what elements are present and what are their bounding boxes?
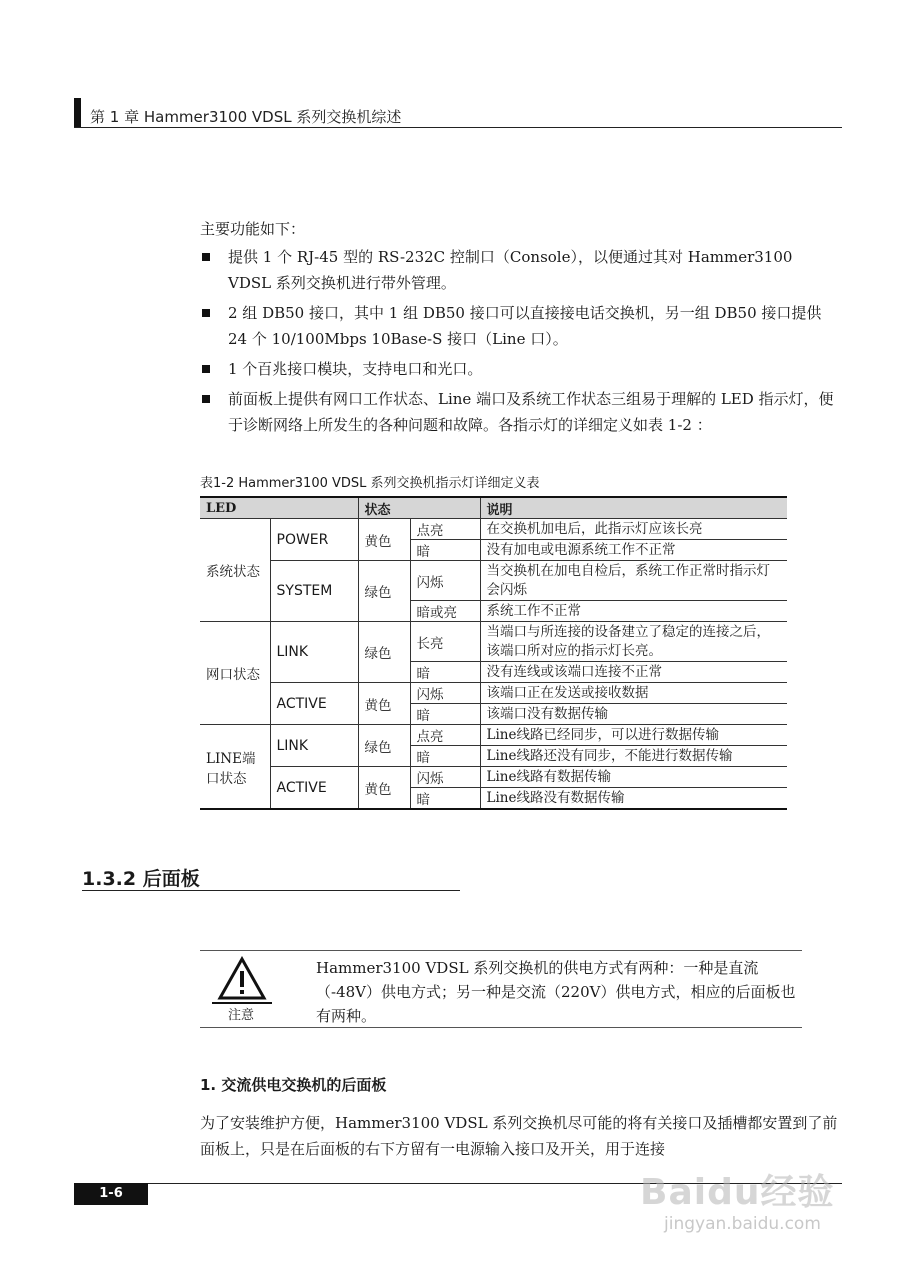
table-row	[200, 767, 787, 788]
desc-cell: 该端口没有数据传输	[480, 704, 787, 725]
desc-cell: 没有连线或该端口连接不正常	[480, 662, 787, 683]
state-cell: 闪烁	[410, 683, 480, 704]
state-cell: 暗	[410, 746, 480, 767]
table-row	[200, 519, 787, 540]
desc-cell: 该端口正在发送或接收数据	[480, 683, 787, 704]
color-line-active: 黄色	[358, 767, 410, 810]
desc-cell: 没有加电或电源系统工作不正常	[480, 540, 787, 561]
signal-net-active: ACTIVE	[270, 683, 358, 725]
color-power: 黄色	[358, 519, 410, 561]
state-cell: 长亮	[410, 622, 480, 662]
table-row	[200, 683, 787, 704]
note-text: Hammer3100 VDSL 系列交换机的供电方式有两种：一种是直流（-48V）供电方式；另一种是交流（220V）供电方式，相应的后面板也有两种。	[316, 959, 796, 1025]
signal-line-link: LINK	[270, 725, 358, 767]
section-title: 1.3.2 后面板	[82, 868, 200, 890]
desc-cell: 系统工作不正常	[480, 601, 787, 622]
bullet-square-icon	[202, 365, 210, 373]
intro-text: 主要功能如下：	[200, 220, 306, 238]
signal-power: POWER	[270, 519, 358, 561]
body-paragraph: 为了安装维护方便，Hammer3100 VDSL 系列交换机尽可能的将有关接口及插槽都安置到了前面板上，只是在后面板的右下方留有一电源输入接口及开关，用于连接	[200, 1114, 838, 1158]
color-system: 绿色	[358, 561, 410, 622]
list-item: 1 个百兆接口模块，支持电口和光口。	[200, 356, 840, 382]
state-cell: 点亮	[410, 725, 480, 746]
state-cell: 闪烁	[410, 561, 480, 601]
desc-cell: Line线路有数据传输	[480, 767, 787, 788]
color-net-active: 黄色	[358, 683, 410, 725]
color-net-link: 绿色	[358, 622, 410, 683]
feature-list	[200, 244, 840, 442]
state-cell: 暗	[410, 788, 480, 810]
section-rule	[82, 890, 460, 891]
group-system: 系统状态	[200, 519, 270, 622]
table-row	[200, 622, 787, 662]
header-led: LED	[200, 497, 358, 519]
subsection-title: 1. 交流供电交换机的后面板	[200, 1076, 387, 1094]
note-top-rule	[200, 950, 802, 951]
list-item: 前面板上提供有网口工作状态、Line 端口及系统工作状态三组易于理解的 LED 指示灯，便于诊断网络上所发生的各种问题和故障。各指示灯的详细定义如表 1-2 ：	[200, 386, 840, 438]
desc-cell: 当交换机在加电自检后，系统工作正常时指示灯会闪烁	[480, 561, 787, 601]
desc-cell: 在交换机加电后，此指示灯应该长亮	[480, 519, 787, 540]
state-cell: 暗	[410, 704, 480, 725]
bullet-square-icon	[202, 395, 210, 403]
state-cell: 暗	[410, 540, 480, 561]
group-network: 网口状态	[200, 622, 270, 725]
table-row	[200, 725, 787, 746]
header-bar	[74, 98, 81, 128]
color-line-link: 绿色	[358, 725, 410, 767]
note-label: 注意	[228, 1008, 255, 1023]
desc-cell: Line线路还没有同步，不能进行数据传输	[480, 746, 787, 767]
note-bottom-rule	[200, 1027, 802, 1028]
state-cell: 闪烁	[410, 767, 480, 788]
desc-cell: 当端口与所连接的设备建立了稳定的连接之后，该端口所对应的指示灯长亮。	[480, 622, 787, 662]
table-row	[200, 561, 787, 601]
bullet-square-icon	[202, 253, 210, 261]
watermark-url: jingyan.baidu.com	[664, 1214, 821, 1234]
table-caption: 表1-2 Hammer3100 VDSL 系列交换机指示灯详细定义表	[200, 476, 540, 491]
bullet-square-icon	[202, 309, 210, 317]
list-item: 2 组 DB50 接口，其中 1 组 DB50 接口可以直接接电话交换机，另一组 DB50 接口提供 24 个 10/100Mbps 10Base-S 接口（Line 口）。	[200, 300, 840, 352]
header-desc: 说明	[480, 497, 787, 519]
state-cell: 暗或亮	[410, 601, 480, 622]
list-item: 提供 1 个 RJ-45 型的 RS-232C 控制口（Console），以便通过其对 Hammer3100 VDSL 系列交换机进行带外管理。	[200, 244, 840, 296]
page-number: 1-6	[74, 1183, 148, 1205]
signal-system: SYSTEM	[270, 561, 358, 622]
group-line: LINE端口状态	[200, 725, 270, 810]
watermark-logo: Baidu经验	[640, 1172, 835, 1213]
table-header-row	[200, 497, 787, 519]
signal-net-link: LINK	[270, 622, 358, 683]
state-cell: 暗	[410, 662, 480, 683]
desc-cell: Line线路没有数据传输	[480, 788, 787, 810]
warning-icon	[212, 956, 272, 1006]
signal-line-active: ACTIVE	[270, 767, 358, 810]
desc-cell: Line线路已经同步，可以进行数据传输	[480, 725, 787, 746]
chapter-header: 第 1 章 Hammer3100 VDSL 系列交换机综述	[90, 108, 402, 126]
header-rule	[74, 127, 842, 128]
led-table	[200, 496, 787, 810]
state-cell: 点亮	[410, 519, 480, 540]
header-state: 状态	[358, 497, 480, 519]
